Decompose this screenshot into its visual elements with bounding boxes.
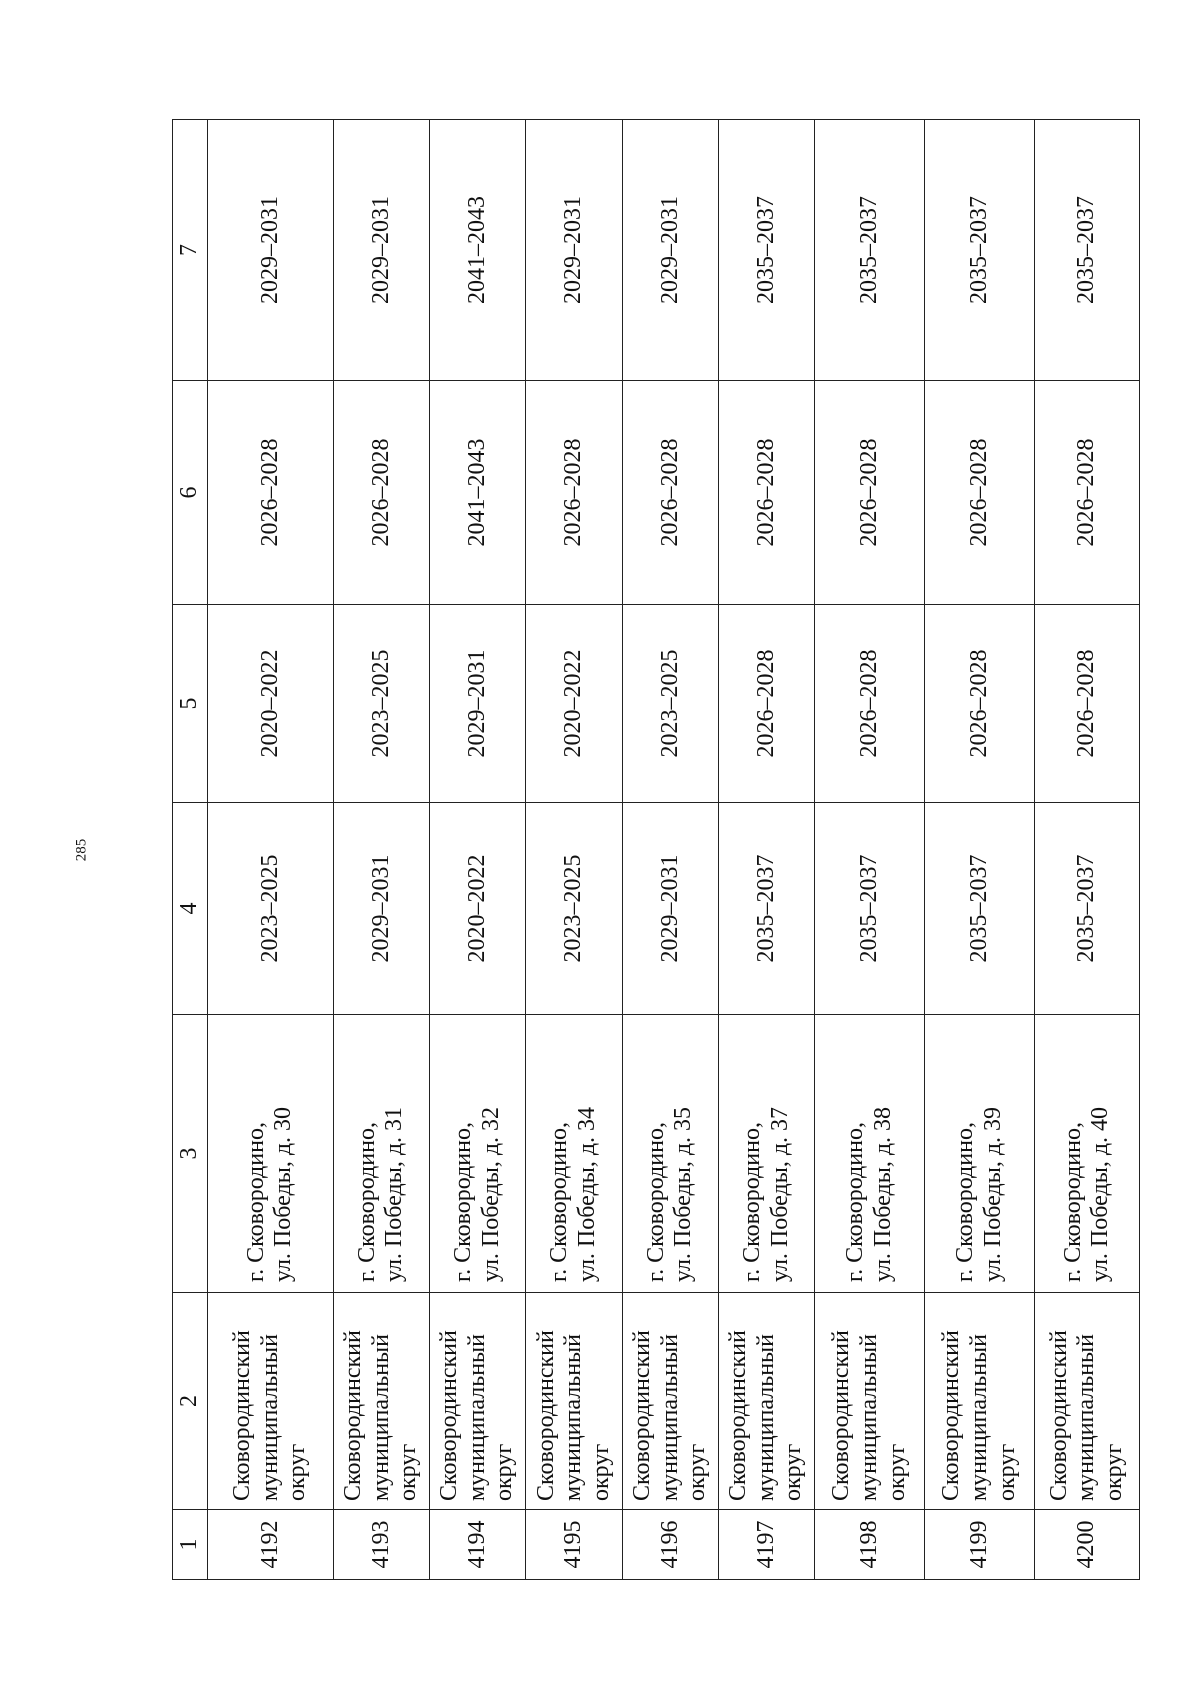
period-cell: 2029–2031: [208, 120, 334, 381]
district-line: округ: [587, 1443, 614, 1501]
row-number-cell: 4195: [526, 1510, 622, 1580]
address-cell: [718, 1015, 814, 1293]
table-body: [208, 120, 1140, 1580]
district-cell: [1035, 1293, 1140, 1510]
rotated-table-frame: [172, 120, 1140, 1580]
table-row: [622, 120, 718, 1580]
district-line: округ: [684, 1443, 711, 1501]
column-header: 4: [173, 803, 208, 1015]
district-cell: [622, 1293, 718, 1510]
period-cell: 2029–2031: [622, 803, 718, 1015]
column-header: 6: [173, 381, 208, 605]
district-cell: [526, 1293, 622, 1510]
district-line: Сковородинский: [628, 1330, 655, 1501]
table-row: [526, 120, 622, 1580]
period-cell: 2026–2028: [1035, 381, 1140, 605]
address-cell: [622, 1015, 718, 1293]
address-cell: [429, 1015, 525, 1293]
row-number-cell: 4196: [622, 1510, 718, 1580]
district-line: муниципальный: [752, 1333, 779, 1501]
address-line: ул. Победы, д. 35: [670, 1106, 697, 1282]
address-line: ул. Победы, д. 39: [979, 1106, 1006, 1282]
table-row: [333, 120, 429, 1580]
district-line: округ: [1100, 1443, 1127, 1501]
address-line: г. Сковородино,: [739, 1122, 766, 1282]
table-row: [1035, 120, 1140, 1580]
district-line: Сковородинский: [725, 1330, 752, 1501]
address-line: г. Сковородино,: [642, 1122, 669, 1282]
row-number-cell: 4197: [718, 1510, 814, 1580]
period-cell: 2035–2037: [815, 120, 925, 381]
period-cell: 2023–2025: [208, 803, 334, 1015]
address-line: г. Сковородино,: [1059, 1122, 1086, 1282]
period-cell: 2020–2022: [429, 803, 525, 1015]
address-line: ул. Победы, д. 32: [477, 1106, 504, 1282]
period-cell: 2029–2031: [333, 803, 429, 1015]
period-cell: 2035–2037: [815, 803, 925, 1015]
period-cell: 2041–2043: [429, 381, 525, 605]
district-line: округ: [395, 1443, 422, 1501]
address-line: г. Сковородино,: [450, 1122, 477, 1282]
period-cell: 2023–2025: [622, 605, 718, 803]
column-header: 7: [173, 120, 208, 381]
row-number-cell: 4194: [429, 1510, 525, 1580]
period-cell: 2026–2028: [333, 381, 429, 605]
district-line: Сковородинский: [228, 1330, 255, 1501]
district-line: округ: [883, 1443, 910, 1501]
address-line: г. Сковородино,: [546, 1122, 573, 1282]
period-cell: 2026–2028: [815, 605, 925, 803]
district-line: муниципальный: [367, 1333, 394, 1501]
table-row: [815, 120, 925, 1580]
period-cell: 2035–2037: [1035, 803, 1140, 1015]
period-cell: 2029–2031: [526, 120, 622, 381]
period-cell: 2035–2037: [718, 803, 814, 1015]
address-line: ул. Победы, д. 34: [573, 1106, 600, 1282]
column-header: 1: [173, 1510, 208, 1580]
table-row: [208, 120, 334, 1580]
address-line: г. Сковородино,: [242, 1122, 269, 1282]
period-cell: 2035–2037: [925, 120, 1035, 381]
district-line: муниципальный: [560, 1333, 587, 1501]
district-cell: [429, 1293, 525, 1510]
period-cell: 2020–2022: [526, 605, 622, 803]
period-cell: 2026–2028: [622, 381, 718, 605]
district-line: муниципальный: [656, 1333, 683, 1501]
address-cell: [333, 1015, 429, 1293]
address-line: ул. Победы, д. 37: [766, 1106, 793, 1282]
address-line: г. Сковородино,: [353, 1122, 380, 1282]
district-line: Сковородинский: [339, 1330, 366, 1501]
address-line: ул. Победы, д. 40: [1087, 1106, 1114, 1282]
district-line: Сковородинский: [828, 1330, 855, 1501]
table-row: [925, 120, 1035, 1580]
address-line: ул. Победы, д. 30: [270, 1106, 297, 1282]
address-line: г. Сковородино,: [842, 1122, 869, 1282]
period-cell: 2020–2022: [208, 605, 334, 803]
address-cell: [526, 1015, 622, 1293]
column-header: 2: [173, 1293, 208, 1510]
district-line: муниципальный: [463, 1333, 490, 1501]
district-line: округ: [491, 1443, 518, 1501]
period-cell: 2026–2028: [526, 381, 622, 605]
district-line: Сковородинский: [1045, 1330, 1072, 1501]
district-line: Сковородинский: [938, 1330, 965, 1501]
address-line: ул. Победы, д. 38: [869, 1106, 896, 1282]
column-header: 3: [173, 1015, 208, 1293]
period-cell: 2026–2028: [1035, 605, 1140, 803]
period-cell: 2035–2037: [925, 803, 1035, 1015]
period-cell: 2029–2031: [333, 120, 429, 381]
period-cell: 2035–2037: [1035, 120, 1140, 381]
row-number-cell: 4198: [815, 1510, 925, 1580]
period-cell: 2041–2043: [429, 120, 525, 381]
district-cell: [718, 1293, 814, 1510]
table-row: [718, 120, 814, 1580]
address-cell: [1035, 1015, 1140, 1293]
district-line: муниципальный: [855, 1333, 882, 1501]
period-cell: 2035–2037: [718, 120, 814, 381]
district-line: округ: [993, 1443, 1020, 1501]
period-cell: 2026–2028: [718, 381, 814, 605]
period-cell: 2023–2025: [526, 803, 622, 1015]
table-row: [429, 120, 525, 1580]
column-header: 5: [173, 605, 208, 803]
district-line: муниципальный: [1073, 1333, 1100, 1501]
period-cell: 2029–2031: [429, 605, 525, 803]
address-line: г. Сковородино,: [952, 1122, 979, 1282]
address-cell: [208, 1015, 334, 1293]
housing-schedule-table: [172, 119, 1140, 1580]
address-cell: [925, 1015, 1035, 1293]
period-cell: 2026–2028: [925, 381, 1035, 605]
district-line: муниципальный: [256, 1333, 283, 1501]
period-cell: 2029–2031: [622, 120, 718, 381]
district-line: Сковородинский: [436, 1330, 463, 1501]
period-cell: 2026–2028: [925, 605, 1035, 803]
period-cell: 2026–2028: [815, 381, 925, 605]
district-line: Сковородинский: [532, 1330, 559, 1501]
header-row: [173, 120, 208, 1580]
district-line: муниципальный: [965, 1333, 992, 1501]
period-cell: 2023–2025: [333, 605, 429, 803]
district-cell: [208, 1293, 334, 1510]
district-cell: [925, 1293, 1035, 1510]
row-number-cell: 4193: [333, 1510, 429, 1580]
district-line: округ: [780, 1443, 807, 1501]
row-number-cell: 4192: [208, 1510, 334, 1580]
row-number-cell: 4199: [925, 1510, 1035, 1580]
period-cell: 2026–2028: [208, 381, 334, 605]
address-line: ул. Победы, д. 31: [381, 1106, 408, 1282]
district-cell: [815, 1293, 925, 1510]
address-cell: [815, 1015, 925, 1293]
period-cell: 2026–2028: [718, 605, 814, 803]
row-number-cell: 4200: [1035, 1510, 1140, 1580]
district-cell: [333, 1293, 429, 1510]
page-number: 285: [73, 838, 90, 862]
district-line: округ: [284, 1443, 311, 1501]
